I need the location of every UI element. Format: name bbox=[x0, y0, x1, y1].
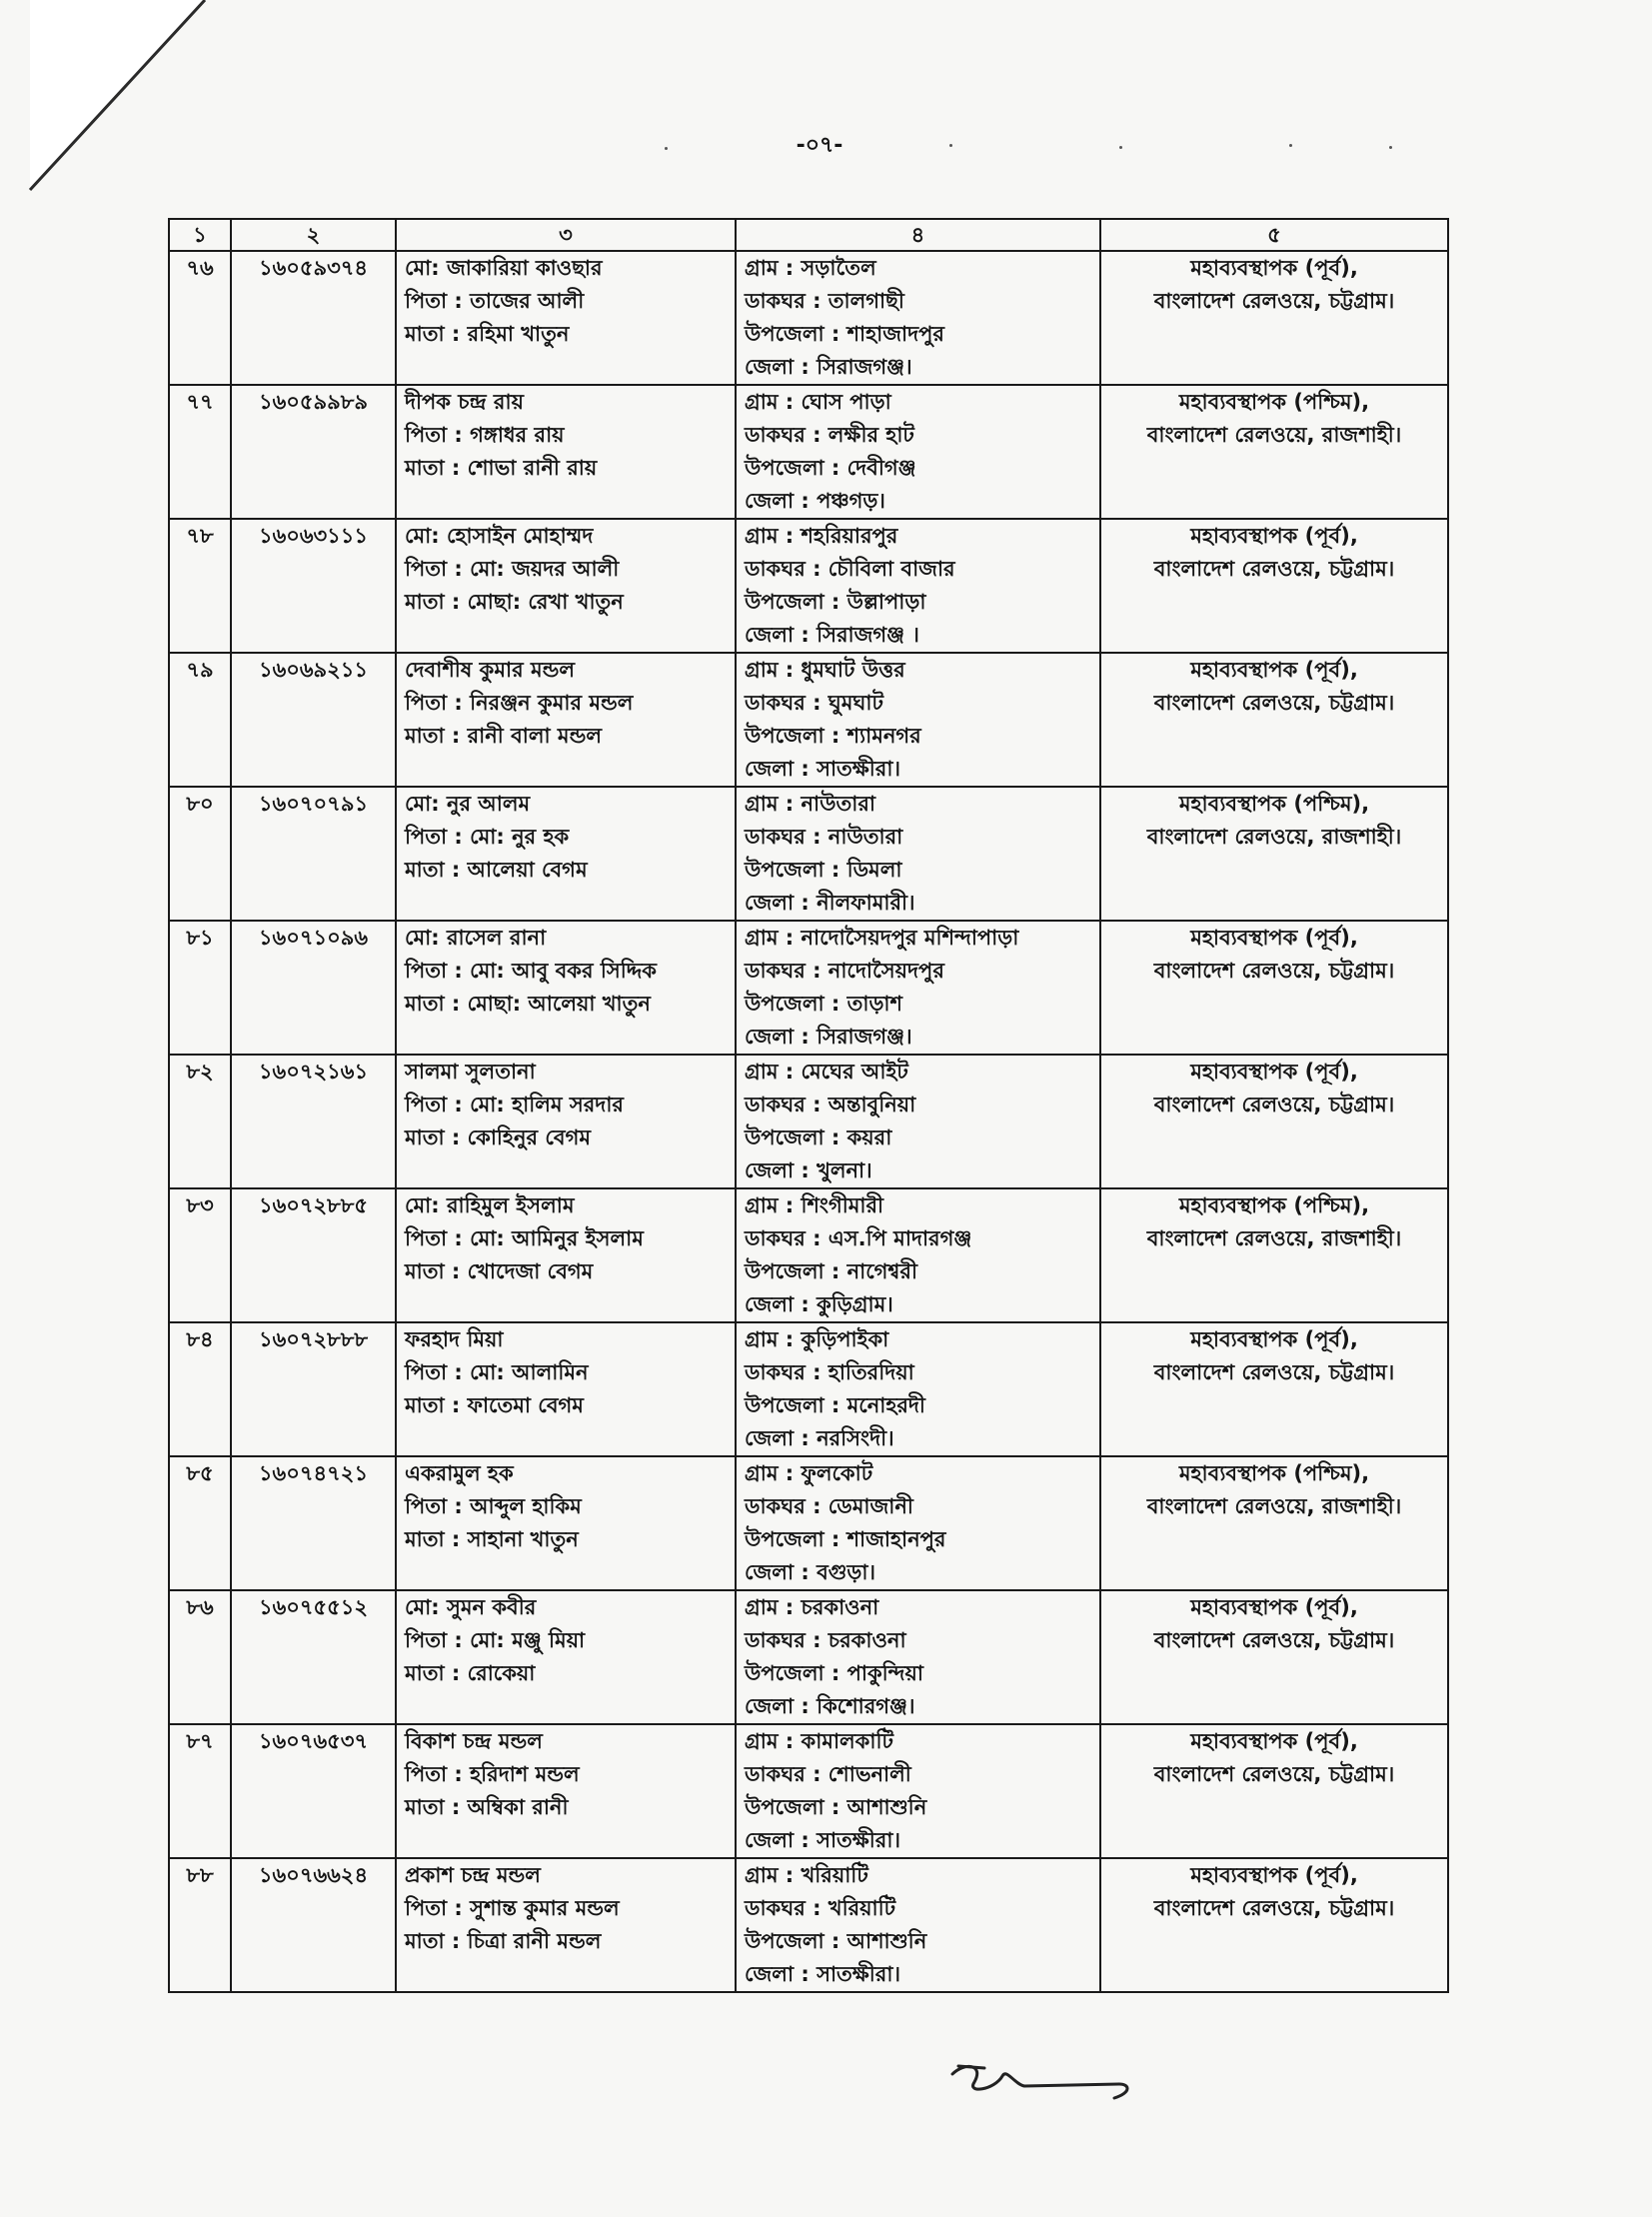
candidate-name: সালমা সুলতানা bbox=[405, 1060, 536, 1084]
address-upazila: উপজেলা : নাগেশ্বরী bbox=[745, 1259, 917, 1283]
address-upazila: উপজেলা : দেবীগঞ্জ bbox=[745, 456, 916, 480]
father-name: পিতা : মো: জয়দর আলী bbox=[405, 557, 620, 581]
roll-number: ১৬০৭৬৬২৪ bbox=[258, 1863, 369, 1887]
candidate-name: দেবাশীষ কুমার মন্ডল bbox=[405, 658, 576, 682]
office-location: বাংলাদেশ রেলওয়ে, চট্টগ্রাম। bbox=[1153, 557, 1395, 581]
office-location: বাংলাদেশ রেলওয়ে, চট্টগ্রাম। bbox=[1153, 289, 1395, 313]
address-cell bbox=[736, 787, 1100, 921]
table-row bbox=[169, 653, 1448, 787]
address-post: ডাকঘর : ঘুমঘাট bbox=[745, 691, 883, 715]
address-cell bbox=[736, 1188, 1100, 1322]
address-village: গ্রাম : চরকাওনা bbox=[745, 1595, 879, 1619]
address-upazila: উপজেলা : ডিমলা bbox=[745, 858, 902, 882]
roll-number: ১৬০৬৩১১১ bbox=[258, 524, 369, 548]
table-row bbox=[169, 1590, 1448, 1724]
address-district: জেলা : নরসিংদী। bbox=[745, 1426, 894, 1450]
roll-number: ১৬০৭৬৫৩৭ bbox=[258, 1729, 369, 1753]
address-district: জেলা : সিরাজগঞ্জ । bbox=[745, 623, 919, 647]
address-post: ডাকঘর : ডেমাজানী bbox=[745, 1494, 913, 1518]
column-header: ১ bbox=[169, 219, 231, 251]
roll-cell bbox=[231, 653, 396, 787]
roll-number: ১৬০৫৯৩৭৪ bbox=[258, 256, 369, 280]
page-number: -০৭- bbox=[796, 133, 843, 158]
address-cell bbox=[736, 519, 1100, 653]
candidate-name: প্রকাশ চন্দ্র মন্ডল bbox=[405, 1863, 541, 1887]
signature bbox=[944, 2054, 1134, 2114]
office-location: বাংলাদেশ রেলওয়ে, চট্টগ্রাম। bbox=[1153, 1628, 1395, 1652]
name-cell bbox=[396, 1858, 736, 1992]
office-location: বাংলাদেশ রেলওয়ে, রাজশাহী। bbox=[1146, 423, 1402, 447]
candidate-name: মো: নুর আলম bbox=[405, 792, 531, 816]
candidate-name: দীপক চন্দ্র রায় bbox=[405, 390, 524, 414]
table-row bbox=[169, 787, 1448, 921]
candidate-table-body bbox=[169, 219, 1448, 1992]
candidate-name: মো: সুমন কবীর bbox=[405, 1595, 537, 1619]
office-location: বাংলাদেশ রেলওয়ে, রাজশাহী। bbox=[1146, 825, 1402, 849]
mother-name: মাতা : ফাতেমা বেগম bbox=[405, 1393, 584, 1417]
father-name: পিতা : মো: মঞ্জু মিয়া bbox=[405, 1628, 586, 1652]
address-district: জেলা : নীলফামারী। bbox=[745, 891, 915, 915]
name-cell bbox=[396, 519, 736, 653]
serial-cell bbox=[169, 653, 231, 787]
address-upazila: উপজেলা : কয়রা bbox=[745, 1125, 892, 1149]
roll-number: ১৬০৭০৭৯১ bbox=[258, 792, 369, 816]
mother-name: মাতা : অম্বিকা রানী bbox=[405, 1795, 569, 1819]
name-cell bbox=[396, 1590, 736, 1724]
roll-cell bbox=[231, 1188, 396, 1322]
address-district: জেলা : সাতক্ষীরা। bbox=[745, 1828, 900, 1852]
office-cell bbox=[1100, 921, 1448, 1055]
office-cell bbox=[1100, 519, 1448, 653]
roll-number: ১৬০৭২১৬১ bbox=[258, 1060, 369, 1084]
scan-dot bbox=[1119, 146, 1122, 149]
scan-dot bbox=[949, 144, 952, 147]
office-title: মহাব্যবস্থাপক (পূর্ব), bbox=[1190, 1863, 1358, 1887]
table-row bbox=[169, 1456, 1448, 1590]
office-title: মহাব্যবস্থাপক (পূর্ব), bbox=[1190, 256, 1358, 280]
address-post: ডাকঘর : এস.পি মাদারগঞ্জ bbox=[745, 1226, 972, 1250]
address-village: গ্রাম : নাউতারা bbox=[745, 792, 875, 816]
address-district: জেলা : কিশোরগঞ্জ। bbox=[745, 1694, 915, 1718]
office-title: মহাব্যবস্থাপক (পূর্ব), bbox=[1190, 1729, 1358, 1753]
address-post: ডাকঘর : অন্তাবুনিয়া bbox=[745, 1093, 916, 1116]
father-name: পিতা : গঙ্গাধর রায় bbox=[405, 423, 565, 447]
address-cell bbox=[736, 653, 1100, 787]
office-location: বাংলাদেশ রেলওয়ে, চট্টগ্রাম। bbox=[1153, 1360, 1395, 1384]
address-district: জেলা : বগুড়া। bbox=[745, 1560, 875, 1584]
serial-number: ৭৬ bbox=[186, 256, 214, 280]
address-district: জেলা : সাতক্ষীরা। bbox=[745, 757, 900, 781]
mother-name: মাতা : সাহানা খাতুন bbox=[405, 1527, 579, 1551]
roll-cell bbox=[231, 385, 396, 519]
name-cell bbox=[396, 787, 736, 921]
serial-cell bbox=[169, 787, 231, 921]
roll-number: ১৬০৭৪৭২১ bbox=[258, 1461, 369, 1485]
candidate-table-wrapper bbox=[168, 218, 1449, 1993]
name-cell bbox=[396, 385, 736, 519]
roll-cell bbox=[231, 1055, 396, 1188]
table-row bbox=[169, 921, 1448, 1055]
table-row bbox=[169, 251, 1448, 385]
serial-cell bbox=[169, 1456, 231, 1590]
serial-number: ৭৮ bbox=[186, 524, 214, 548]
serial-number: ৮২ bbox=[186, 1060, 214, 1084]
serial-cell bbox=[169, 1590, 231, 1724]
office-cell bbox=[1100, 1055, 1448, 1188]
address-post: ডাকঘর : হাতিরদিয়া bbox=[745, 1360, 914, 1384]
table-row bbox=[169, 1724, 1448, 1858]
serial-number: ৮০ bbox=[186, 792, 214, 816]
roll-cell bbox=[231, 519, 396, 653]
serial-cell bbox=[169, 385, 231, 519]
page-corner-fold bbox=[0, 0, 220, 200]
mother-name: মাতা : শোভা রানী রায় bbox=[405, 456, 598, 480]
address-village: গ্রাম : কামালকাটি bbox=[745, 1729, 893, 1753]
office-cell bbox=[1100, 1724, 1448, 1858]
scan-dot bbox=[665, 147, 668, 150]
address-village: গ্রাম : নাদোসৈয়দপুর মশিন্দাপাড়া bbox=[745, 926, 1019, 950]
roll-cell bbox=[231, 1456, 396, 1590]
serial-cell bbox=[169, 1055, 231, 1188]
roll-cell bbox=[231, 1322, 396, 1456]
address-cell bbox=[736, 1456, 1100, 1590]
name-cell bbox=[396, 251, 736, 385]
name-cell bbox=[396, 1188, 736, 1322]
roll-cell bbox=[231, 921, 396, 1055]
address-village: গ্রাম : শহরিয়ারপুর bbox=[745, 524, 898, 548]
roll-number: ১৬০৬৯২১১ bbox=[258, 658, 369, 682]
table-row bbox=[169, 1858, 1448, 1992]
roll-number: ১৬০৫৯৯৮৯ bbox=[258, 390, 369, 414]
roll-cell bbox=[231, 1724, 396, 1858]
serial-number: ৮৪ bbox=[186, 1327, 214, 1351]
serial-number: ৮৭ bbox=[186, 1729, 214, 1753]
office-title: মহাব্যবস্থাপক (পূর্ব), bbox=[1190, 1595, 1358, 1619]
roll-cell bbox=[231, 251, 396, 385]
column-header: ৪ bbox=[736, 219, 1100, 251]
name-cell bbox=[396, 1055, 736, 1188]
address-cell bbox=[736, 251, 1100, 385]
office-location: বাংলাদেশ রেলওয়ে, রাজশাহী। bbox=[1146, 1226, 1402, 1250]
roll-number: ১৬০৭২৮৮৮ bbox=[258, 1327, 369, 1351]
mother-name: মাতা : চিত্রা রানী মন্ডল bbox=[405, 1929, 602, 1953]
address-village: গ্রাম : মেঘের আইট bbox=[745, 1060, 908, 1084]
address-upazila: উপজেলা : শাহাজাদপুর bbox=[745, 322, 944, 346]
serial-cell bbox=[169, 1724, 231, 1858]
candidate-name: একরামুল হক bbox=[405, 1461, 514, 1485]
office-title: মহাব্যবস্থাপক (পশ্চিম), bbox=[1178, 1461, 1370, 1485]
father-name: পিতা : আব্দুল হাকিম bbox=[405, 1494, 582, 1518]
table-row bbox=[169, 519, 1448, 653]
office-cell bbox=[1100, 653, 1448, 787]
office-cell bbox=[1100, 385, 1448, 519]
address-district: জেলা : সাতক্ষীরা। bbox=[745, 1962, 900, 1986]
address-district: জেলা : সিরাজগঞ্জ। bbox=[745, 355, 912, 379]
address-village: গ্রাম : শিংগীমারী bbox=[745, 1193, 884, 1217]
name-cell bbox=[396, 921, 736, 1055]
office-cell bbox=[1100, 787, 1448, 921]
address-upazila: উপজেলা : পাকুন্দিয়া bbox=[745, 1661, 923, 1685]
father-name: পিতা : তাজের আলী bbox=[405, 289, 585, 313]
address-post: ডাকঘর : খরিয়াটি bbox=[745, 1896, 896, 1920]
address-post: ডাকঘর : শোভনালী bbox=[745, 1762, 911, 1786]
mother-name: মাতা : খোদেজা বেগম bbox=[405, 1259, 594, 1283]
office-title: মহাব্যবস্থাপক (পূর্ব), bbox=[1190, 658, 1358, 682]
father-name: পিতা : হরিদাশ মন্ডল bbox=[405, 1762, 580, 1786]
address-post: ডাকঘর : লক্ষীর হাট bbox=[745, 423, 914, 447]
office-cell bbox=[1100, 1322, 1448, 1456]
serial-cell bbox=[169, 519, 231, 653]
address-upazila: উপজেলা : মনোহরদী bbox=[745, 1393, 925, 1417]
address-district: জেলা : সিরাজগঞ্জ। bbox=[745, 1025, 912, 1049]
mother-name: মাতা : মোছা: রেখা খাতুন bbox=[405, 590, 624, 614]
mother-name: মাতা : কোহিনুর বেগম bbox=[405, 1125, 591, 1149]
address-cell bbox=[736, 1858, 1100, 1992]
office-title: মহাব্যবস্থাপক (পশ্চিম), bbox=[1178, 390, 1370, 414]
address-cell bbox=[736, 1590, 1100, 1724]
address-cell bbox=[736, 1322, 1100, 1456]
column-header: ৫ bbox=[1100, 219, 1448, 251]
mother-name: মাতা : রানী বালা মন্ডল bbox=[405, 724, 603, 748]
address-post: ডাকঘর : নাদোসৈয়দপুর bbox=[745, 959, 944, 983]
name-cell bbox=[396, 1724, 736, 1858]
address-district: জেলা : পঞ্চগড়। bbox=[745, 489, 885, 513]
office-location: বাংলাদেশ রেলওয়ে, রাজশাহী। bbox=[1146, 1494, 1402, 1518]
father-name: পিতা : মো: আমিনুর ইসলাম bbox=[405, 1226, 644, 1250]
address-cell bbox=[736, 921, 1100, 1055]
address-upazila: উপজেলা : শ্যামনগর bbox=[745, 724, 921, 748]
address-cell bbox=[736, 1055, 1100, 1188]
roll-number: ১৬০৭৫৫১২ bbox=[258, 1595, 369, 1619]
office-cell bbox=[1100, 1456, 1448, 1590]
address-upazila: উপজেলা : উল্লাপাড়া bbox=[745, 590, 926, 614]
father-name: পিতা : সুশান্ত কুমার মন্ডল bbox=[405, 1896, 620, 1920]
office-location: বাংলাদেশ রেলওয়ে, চট্টগ্রাম। bbox=[1153, 691, 1395, 715]
father-name: পিতা : মো: আলামিন bbox=[405, 1360, 589, 1384]
office-title: মহাব্যবস্থাপক (পশ্চিম), bbox=[1178, 792, 1370, 816]
address-village: গ্রাম : ফুলকোট bbox=[745, 1461, 873, 1485]
table-row bbox=[169, 385, 1448, 519]
name-cell bbox=[396, 653, 736, 787]
column-header: ৩ bbox=[396, 219, 736, 251]
office-location: বাংলাদেশ রেলওয়ে, চট্টগ্রাম। bbox=[1153, 959, 1395, 983]
serial-number: ৮৮ bbox=[186, 1863, 214, 1887]
scan-dot bbox=[1289, 144, 1292, 147]
candidate-table bbox=[168, 218, 1449, 1993]
candidate-name: মো: রাহিমুল ইসলাম bbox=[405, 1193, 575, 1217]
serial-cell bbox=[169, 251, 231, 385]
mother-name: মাতা : আলেয়া বেগম bbox=[405, 858, 588, 882]
mother-name: মাতা : মোছা: আলেয়া খাতুন bbox=[405, 992, 651, 1016]
office-cell bbox=[1100, 251, 1448, 385]
office-title: মহাব্যবস্থাপক (পূর্ব), bbox=[1190, 1060, 1358, 1084]
serial-number: ৮১ bbox=[186, 926, 214, 950]
roll-cell bbox=[231, 787, 396, 921]
serial-number: ৭৭ bbox=[186, 390, 214, 414]
address-village: গ্রাম : ধুমঘাট উত্তর bbox=[745, 658, 905, 682]
roll-number: ১৬০৭২৮৮৫ bbox=[258, 1193, 369, 1217]
office-title: মহাব্যবস্থাপক (পশ্চিম), bbox=[1178, 1193, 1370, 1217]
candidate-name: বিকাশ চন্দ্র মন্ডল bbox=[405, 1729, 543, 1753]
address-upazila: উপজেলা : আশাশুনি bbox=[745, 1929, 927, 1953]
table-row bbox=[169, 1055, 1448, 1188]
address-cell bbox=[736, 1724, 1100, 1858]
serial-number: ৮৩ bbox=[186, 1193, 214, 1217]
office-title: মহাব্যবস্থাপক (পূর্ব), bbox=[1190, 926, 1358, 950]
roll-cell bbox=[231, 1590, 396, 1724]
father-name: পিতা : মো: হালিম সরদার bbox=[405, 1093, 624, 1116]
column-header: ২ bbox=[231, 219, 396, 251]
name-cell bbox=[396, 1456, 736, 1590]
serial-number: ৮৬ bbox=[186, 1595, 214, 1619]
address-post: ডাকঘর : চৌবিলা বাজার bbox=[745, 557, 955, 581]
office-cell bbox=[1100, 1858, 1448, 1992]
address-post: ডাকঘর : চরকাওনা bbox=[745, 1628, 906, 1652]
address-cell bbox=[736, 385, 1100, 519]
office-title: মহাব্যবস্থাপক (পূর্ব), bbox=[1190, 524, 1358, 548]
candidate-name: মো: জাকারিয়া কাওছার bbox=[405, 256, 603, 280]
office-cell bbox=[1100, 1188, 1448, 1322]
roll-cell bbox=[231, 1858, 396, 1992]
office-title: মহাব্যবস্থাপক (পূর্ব), bbox=[1190, 1327, 1358, 1351]
roll-number: ১৬০৭১০৯৬ bbox=[258, 926, 369, 950]
mother-name: মাতা : রোকেয়া bbox=[405, 1661, 536, 1685]
serial-cell bbox=[169, 1858, 231, 1992]
office-location: বাংলাদেশ রেলওয়ে, চট্টগ্রাম। bbox=[1153, 1093, 1395, 1116]
office-location: বাংলাদেশ রেলওয়ে, চট্টগ্রাম। bbox=[1153, 1762, 1395, 1786]
address-village: গ্রাম : খরিয়াটি bbox=[745, 1863, 868, 1887]
table-row bbox=[169, 1188, 1448, 1322]
address-upazila: উপজেলা : শাজাহানপুর bbox=[745, 1527, 946, 1551]
serial-number: ৭৯ bbox=[186, 658, 214, 682]
father-name: পিতা : নিরঞ্জন কুমার মন্ডল bbox=[405, 691, 634, 715]
father-name: পিতা : মো: আবু বকর সিদ্দিক bbox=[405, 959, 657, 983]
address-post: ডাকঘর : তালগাছী bbox=[745, 289, 904, 313]
table-header-row bbox=[169, 219, 1448, 251]
office-location: বাংলাদেশ রেলওয়ে, চট্টগ্রাম। bbox=[1153, 1896, 1395, 1920]
serial-cell bbox=[169, 1322, 231, 1456]
candidate-name: মো: রাসেল রানা bbox=[405, 926, 547, 950]
address-village: গ্রাম : কুড়িপাইকা bbox=[745, 1327, 889, 1351]
candidate-name: মো: হোসাইন মোহাম্মদ bbox=[405, 524, 594, 548]
table-row bbox=[169, 1322, 1448, 1456]
address-village: গ্রাম : ঘোস পাড়া bbox=[745, 390, 891, 414]
mother-name: মাতা : রহিমা খাতুন bbox=[405, 322, 570, 346]
father-name: পিতা : মো: নুর হক bbox=[405, 825, 570, 849]
address-post: ডাকঘর : নাউতারা bbox=[745, 825, 903, 849]
serial-cell bbox=[169, 1188, 231, 1322]
serial-number: ৮৫ bbox=[186, 1461, 214, 1485]
office-cell bbox=[1100, 1590, 1448, 1724]
address-upazila: উপজেলা : তাড়াশ bbox=[745, 992, 902, 1016]
name-cell bbox=[396, 1322, 736, 1456]
address-district: জেলা : কুড়িগ্রাম। bbox=[745, 1292, 893, 1316]
address-village: গ্রাম : সড়াতৈল bbox=[745, 256, 876, 280]
address-district: জেলা : খুলনা। bbox=[745, 1158, 872, 1182]
scan-dot bbox=[1389, 146, 1392, 149]
candidate-name: ফরহাদ মিয়া bbox=[405, 1327, 504, 1351]
serial-cell bbox=[169, 921, 231, 1055]
address-upazila: উপজেলা : আশাশুনি bbox=[745, 1795, 927, 1819]
